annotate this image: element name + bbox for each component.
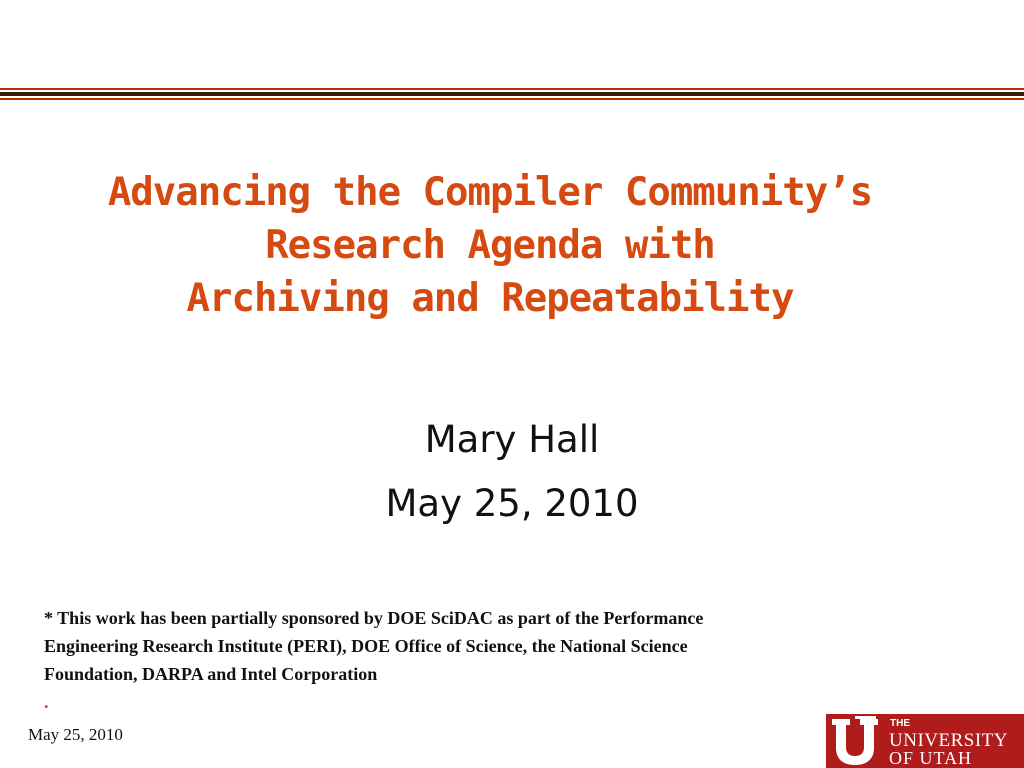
author-block: [300, 408, 724, 536]
header-rule: [0, 88, 1024, 100]
sponsor-note-period: .: [44, 692, 49, 712]
footer-date: May 25, 2010: [28, 725, 123, 744]
slide-title-line-1: Advancing the Compiler Community’s: [107, 170, 873, 215]
header-rule-bottom-line: [0, 98, 1024, 100]
sponsor-note-line-2: Engineering Research Institute (PERI), DOE Office of Science, the National Science: [44, 636, 688, 656]
sponsor-note-line-3: [44, 660, 894, 716]
slide-title: [60, 166, 920, 325]
slide-title-line-2: Research Agenda with: [265, 223, 715, 268]
header-rule-top-line: [0, 88, 1024, 90]
sponsor-note: [44, 604, 894, 716]
logo-text-of-utah: OF UTAH: [889, 748, 973, 768]
author-name: Mary Hall: [424, 418, 600, 461]
university-of-utah-logo: [826, 714, 1024, 768]
slide-title-line-3: Archiving and Repeatability: [186, 276, 794, 321]
header-rule-middle-line: [0, 92, 1024, 96]
sponsor-note-line-3-text: Foundation, DARPA and Intel Corporation: [44, 664, 378, 684]
sponsor-note-line-1: * This work has been partially sponsored by DOE SciDAC as part of the Performance: [44, 608, 704, 628]
university-logo-graphic: [826, 714, 1024, 768]
presentation-date: May 25, 2010: [385, 482, 639, 525]
logo-text-the: THE: [890, 718, 910, 729]
logo-text-university: UNIVERSITY: [889, 730, 1008, 751]
